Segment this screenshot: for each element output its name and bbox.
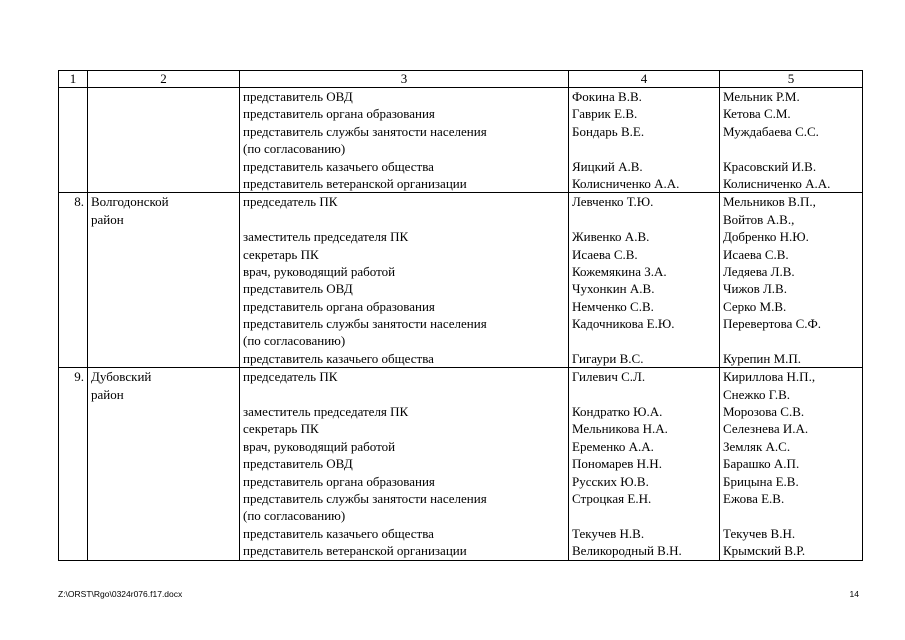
member-line: Чухонкин А.В. [572, 281, 655, 297]
member-line: Гигаури В.С. [572, 350, 644, 366]
member-line: Мельникова Н.А. [572, 421, 668, 437]
row-number: 9. [59, 368, 88, 560]
role-line: представитель органа образования [243, 298, 435, 314]
role-line: секретарь ПК [243, 421, 319, 437]
deputy-line [723, 140, 859, 157]
member-line: Гилевич С.Л. [572, 369, 646, 385]
member-line: Бондарь В.Е. [572, 123, 645, 139]
deputy-line: Исаева С.В. [723, 246, 789, 262]
role-line: врач, руководящий работой [243, 438, 396, 454]
role-line: представитель ветеранской организации [243, 175, 467, 191]
table-row [59, 88, 863, 193]
deputy-line: Селезнева И.А. [723, 421, 809, 437]
deputy-line: Чижов Л.В. [723, 281, 787, 297]
deputy-line: Серко М.В. [723, 298, 787, 314]
members-cell [569, 88, 720, 193]
member-line: Русских Ю.В. [572, 473, 649, 489]
header-row [59, 71, 863, 88]
member-line: Яицкий А.В. [572, 158, 643, 174]
col-header-5: 5 [720, 71, 863, 88]
role-line [243, 386, 565, 403]
members-cell [569, 193, 720, 368]
role-line: врач, руководящий работой [243, 263, 396, 279]
deputy-line: Красовский И.В. [723, 158, 817, 174]
role-line: представитель казачьего общества [243, 350, 434, 366]
deputy-line: Колисниченко А.А. [723, 175, 831, 191]
col-header-1: 1 [59, 71, 88, 88]
district-cell [88, 193, 240, 368]
member-line [572, 211, 716, 228]
deputies-cell [720, 368, 863, 560]
deputy-line: Барашко А.П. [723, 456, 800, 472]
row-number [59, 88, 88, 193]
col-header-2: 2 [88, 71, 240, 88]
member-line: Великородный В.Н. [572, 543, 682, 559]
role-line [243, 211, 565, 228]
members-cell [569, 368, 720, 560]
member-line [572, 507, 716, 524]
deputy-line: Добренко Н.Ю. [723, 229, 809, 245]
role-line: представитель органа образования [243, 473, 435, 489]
district-line: район [91, 211, 124, 227]
role-line: представитель ОВД [243, 281, 353, 297]
deputy-line: Кириллова Н.П., [723, 369, 816, 385]
deputy-line: Ежова Е.В. [723, 490, 785, 506]
member-line: Кондратко Ю.А. [572, 404, 663, 420]
role-line: представитель казачьего общества [243, 525, 434, 541]
member-line: Пономарев Н.Н. [572, 456, 662, 472]
district-line [91, 88, 236, 105]
table-row [59, 193, 863, 368]
page-number: 14 [849, 589, 859, 599]
deputy-line: Мельник Р.М. [723, 89, 800, 104]
deputy-line: Земляк А.С. [723, 438, 791, 454]
member-line: Живенко А.В. [572, 229, 650, 245]
deputies-cell [720, 88, 863, 193]
deputy-line: Ледяева Л.В. [723, 263, 795, 279]
member-line: Текучев Н.В. [572, 525, 645, 541]
roles-cell [240, 88, 569, 193]
col-header-3: 3 [240, 71, 569, 88]
member-line: Строцкая Е.Н. [572, 490, 652, 506]
member-line: Исаева С.В. [572, 246, 638, 262]
deputy-line: Морозова С.В. [723, 404, 805, 420]
role-line: представитель службы занятости населения [243, 316, 487, 332]
col-header-4: 4 [569, 71, 720, 88]
deputy-line: Мельников В.П., [723, 194, 816, 210]
member-line [572, 140, 716, 157]
commission-table [58, 70, 863, 561]
deputy-line: Курепин М.П. [723, 350, 802, 366]
role-line: представитель службы занятости населения [243, 123, 487, 139]
member-line [572, 332, 716, 349]
role-line: представитель службы занятости населения [243, 490, 487, 506]
row-number: 8. [59, 193, 88, 368]
deputy-line [723, 507, 859, 524]
member-line: Кадочникова Е.Ю. [572, 316, 675, 332]
deputy-line: Перевертова С.Ф. [723, 316, 822, 332]
deputy-line [723, 332, 859, 349]
table-row [59, 368, 863, 560]
district-cell [88, 368, 240, 560]
deputy-line: Войтов А.В., [723, 211, 795, 227]
role-line: представитель казачьего общества [243, 158, 434, 174]
role-line: (по согласованию) [243, 508, 346, 524]
role-line: представитель органа образования [243, 106, 435, 122]
role-line: председатель ПК [243, 369, 338, 385]
member-line: Еременко А.А. [572, 438, 654, 454]
member-line: Фокина В.В. [572, 89, 642, 104]
member-line: Немченко С.В. [572, 298, 654, 314]
member-line [572, 386, 716, 403]
district-line: Волгодонской [91, 194, 169, 210]
member-line: Левченко Т.Ю. [572, 194, 654, 210]
deputy-line: Текучев В.Н. [723, 525, 796, 541]
deputy-line: Кетова С.М. [723, 106, 791, 122]
district-line: район [91, 386, 124, 402]
role-line: (по согласованию) [243, 141, 346, 157]
table-body [59, 88, 863, 561]
role-line: заместитель председателя ПК [243, 229, 409, 245]
member-line: Кожемякина З.А. [572, 263, 667, 279]
deputy-line: Брицына Е.В. [723, 473, 799, 489]
district-line: Дубовский [91, 369, 152, 385]
roles-cell [240, 193, 569, 368]
deputy-line: Крымский В.Р. [723, 543, 806, 559]
member-line: Гаврик Е.В. [572, 106, 638, 122]
role-line: (по согласованию) [243, 333, 346, 349]
deputies-cell [720, 193, 863, 368]
role-line: представитель ветеранской организации [243, 543, 467, 559]
district-cell [88, 88, 240, 193]
deputy-line: Снежко Г.В. [723, 386, 791, 402]
role-line: представитель ОВД [243, 89, 353, 104]
role-line: председатель ПК [243, 194, 338, 210]
document-path: Z:\ORST\Rgo\0324r076.f17.docx [58, 589, 183, 599]
member-line: Колисниченко А.А. [572, 175, 680, 191]
roles-cell [240, 368, 569, 560]
role-line: секретарь ПК [243, 246, 319, 262]
deputy-line: Муждабаева С.С. [723, 123, 819, 139]
role-line: заместитель председателя ПК [243, 404, 409, 420]
role-line: представитель ОВД [243, 456, 353, 472]
